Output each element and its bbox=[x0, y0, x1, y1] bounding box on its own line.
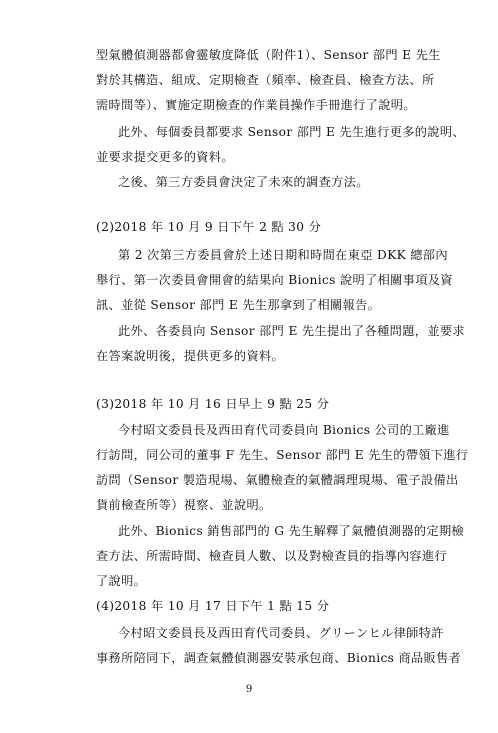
text-line-4: 此外、每個委員都要求 Sensor 部門 E 先生進行更多的說明、 bbox=[118, 125, 465, 139]
text-line-12: 今村昭文委員長及西田育代司委員向 Bionics 公司的工廠進 bbox=[118, 423, 450, 437]
text-line-17: 查方法、所需時間、檢查員人數、以及對檢查員的指導內容進行 bbox=[96, 549, 448, 563]
text-line-14: 訪問（Sensor 製造現場、氣體檢查的氣體調理現場、電子設備出 bbox=[96, 473, 459, 487]
text-line-8: 舉行、第一次委員會開會的結果向 Bionics 說明了相關事項及資 bbox=[96, 273, 453, 287]
section-heading-3: (3)2018 年 10 月 16 日早上 9 點 25 分 bbox=[96, 397, 330, 411]
text-line-3: 需時間等）、實施定期檢查的作業員操作手冊進行了說明。 bbox=[96, 98, 416, 112]
text-line-11: 在答案說明後，提供更多的資料。 bbox=[96, 349, 285, 363]
page-number: 9 bbox=[245, 684, 253, 695]
text-line-15: 貨前檢查所等）視察、並說明。 bbox=[96, 498, 272, 512]
section-heading-2: (2)2018 年 10 月 9 日下午 2 點 30 分 bbox=[96, 220, 322, 234]
text-line-18: 了說明。 bbox=[96, 574, 147, 588]
text-line-5: 並要求提交更多的資料。 bbox=[96, 150, 234, 164]
text-line-1: 型氣體偵測器都會靈敏度降低（附件1）、Sensor 部門 E 先生 bbox=[96, 48, 441, 62]
text-line-19: 今村昭文委員長及西田育代司委員、グリーンヒル律師特許 bbox=[118, 626, 444, 640]
text-line-9: 訊、並從 Sensor 部門 E 先生那拿到了相關報告。 bbox=[96, 298, 381, 312]
text-line-20: 事務所陪同下，調查氣體偵測器安裝承包商、Bionics 商品販售者 bbox=[96, 651, 462, 665]
text-line-7: 第 2 次第三方委員會於上述日期和時間在東亞 DKK 總部內 bbox=[118, 248, 448, 262]
text-line-6: 之後、第三方委員會決定了未來的調查方法。 bbox=[118, 175, 369, 189]
text-line-2: 對於其構造、組成、定期檢查（頻率、檢查員、檢查方法、所 bbox=[96, 73, 435, 87]
text-line-10: 此外、各委員向 Sensor 部門 E 先生提出了各種問題，並要求 bbox=[118, 324, 465, 338]
text-line-13: 行訪問，同公司的董事 F 先生、Sensor 部門 E 先生的帶領下進行 bbox=[96, 448, 469, 462]
section-heading-4: (4)2018 年 10 月 17 日下午 1 點 15 分 bbox=[96, 599, 330, 613]
text-line-16: 此外、Bionics 銷售部門的 G 先生解釋了氣體偵測器的定期檢 bbox=[118, 524, 465, 538]
